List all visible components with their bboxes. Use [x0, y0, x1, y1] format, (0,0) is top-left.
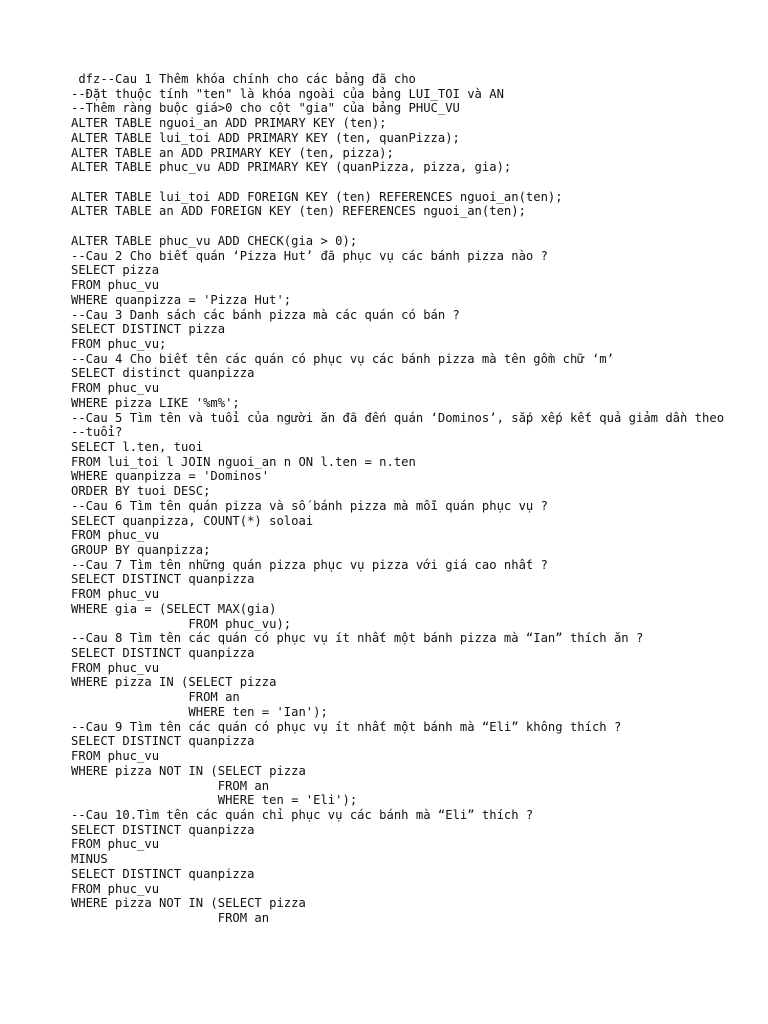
code-line: ALTER TABLE an ADD PRIMARY KEY (ten, pizza);: [71, 145, 394, 160]
code-line: FROM an: [71, 690, 240, 705]
code-line: FROM phuc_vu: [71, 381, 160, 396]
code-line: dfz--Cau 1 Thêm khóa chính cho các bảng đã cho: [71, 72, 416, 86]
code-line: FROM an: [71, 778, 270, 793]
code-line: --Cau 7 Tìm tên những quán pizza phục vụ pizza với giá cao nhất ?: [71, 557, 548, 572]
code-line: SELECT quanpizza, COUNT(*) soloai: [71, 513, 314, 528]
code-line: --Cau 9 Tìm tên các quán có phục vụ ít nhất một bánh mà “Eli” không thích ?: [71, 719, 622, 734]
code-line: --Cau 5 Tìm tên và tuổi của người ăn đã đến quán ‘Dominos’, sắp xếp kết quả giảm dần theo: [71, 410, 725, 425]
code-line: FROM phuc_vu);: [71, 616, 292, 631]
code-line: SELECT DISTINCT quanpizza: [71, 734, 255, 749]
code-line: ALTER TABLE lui_toi ADD PRIMARY KEY (ten, quanPizza);: [71, 130, 460, 145]
code-line: FROM phuc_vu: [71, 660, 160, 675]
code-line: FROM phuc_vu;: [71, 336, 167, 351]
code-line: FROM lui_toi l JOIN nguoi_an n ON l.ten = n.ten: [71, 454, 416, 469]
code-line: SELECT DISTINCT quanpizza: [71, 646, 255, 661]
code-line: SELECT DISTINCT quanpizza: [71, 572, 255, 587]
code-line: --Thêm ràng buộc giá>0 cho cột "gia" của bảng PHUC_VU: [71, 101, 460, 116]
code-line: [71, 175, 751, 190]
code-line: --Đặt thuộc tính "ten" là khóa ngoài của bảng LUI_TOI và AN: [71, 86, 504, 101]
code-line: ALTER TABLE lui_toi ADD FOREIGN KEY (ten) REFERENCES nguoi_an(ten);: [71, 189, 563, 204]
code-line: GROUP BY quanpizza;: [71, 543, 211, 557]
code-line: WHERE quanpizza = 'Dominos': [71, 469, 270, 484]
code-line: ALTER TABLE phuc_vu ADD CHECK(gia > 0);: [71, 233, 358, 248]
code-line: --Cau 10.Tìm tên các quán chỉ phục vụ các bánh mà “Eli” thích ?: [71, 807, 534, 822]
code-line: WHERE pizza IN (SELECT pizza: [71, 675, 277, 690]
sql-code-block: [71, 72, 751, 926]
code-line: WHERE gia = (SELECT MAX(gia): [71, 601, 277, 616]
code-line: FROM phuc_vu: [71, 837, 160, 852]
code-line: FROM phuc_vu: [71, 528, 160, 543]
code-line: WHERE pizza NOT IN (SELECT pizza: [71, 896, 306, 911]
code-line: --tuổi?: [71, 425, 123, 440]
code-line: WHERE quanpizza = 'Pizza Hut';: [71, 292, 292, 307]
code-line: WHERE pizza LIKE '%m%';: [71, 395, 240, 410]
code-line: WHERE pizza NOT IN (SELECT pizza: [71, 763, 306, 778]
code-line: ALTER TABLE phuc_vu ADD PRIMARY KEY (quanPizza, pizza, gia);: [71, 160, 512, 175]
code-line: --Cau 4 Cho biết tên các quán có phục vụ các bánh pizza mà tên gồm chữ ‘m’: [71, 351, 614, 366]
code-line: [71, 219, 751, 234]
code-line: FROM an: [71, 910, 270, 925]
code-line: ORDER BY tuoi DESC;: [71, 484, 211, 499]
code-line: SELECT DISTINCT pizza: [71, 322, 226, 337]
code-line: FROM phuc_vu: [71, 881, 160, 896]
code-line: SELECT l.ten, tuoi: [71, 439, 204, 454]
code-line: --Cau 8 Tìm tên các quán có phục vụ ít nhất một bánh pizza mà “Ian” thích ăn ?: [71, 631, 644, 646]
code-line: ALTER TABLE nguoi_an ADD PRIMARY KEY (ten);: [71, 116, 387, 131]
code-line: ALTER TABLE an ADD FOREIGN KEY (ten) REFERENCES nguoi_an(ten);: [71, 204, 526, 219]
code-line: FROM phuc_vu: [71, 278, 160, 293]
code-line: MINUS: [71, 852, 108, 867]
code-line: SELECT DISTINCT quanpizza: [71, 822, 255, 837]
code-line: SELECT pizza: [71, 263, 160, 278]
code-line: --Cau 2 Cho biết quán ‘Pizza Hut’ đã phục vụ các bánh pizza nào ?: [71, 248, 548, 263]
code-line: SELECT DISTINCT quanpizza: [71, 866, 255, 881]
code-line: --Cau 3 Danh sách các bánh pizza mà các quán có bán ?: [71, 307, 460, 322]
code-line: SELECT distinct quanpizza: [71, 366, 255, 381]
code-line: WHERE ten = 'Eli');: [71, 793, 358, 808]
code-line: --Cau 6 Tìm tên quán pizza và số bánh pizza mà mỗi quán phục vụ ?: [71, 498, 548, 513]
code-line: FROM phuc_vu: [71, 749, 160, 764]
code-line: WHERE ten = 'Ian');: [71, 704, 328, 719]
code-line: FROM phuc_vu: [71, 587, 160, 602]
